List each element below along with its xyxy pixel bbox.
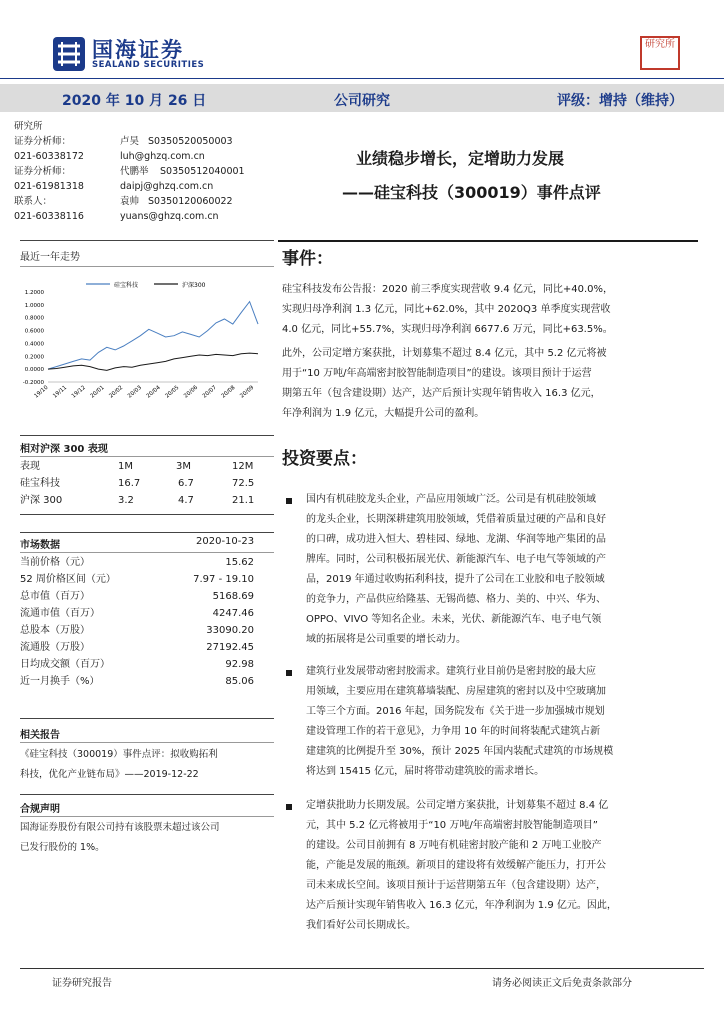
- related-report-link[interactable]: [20, 745, 218, 785]
- text-line: 的竞争力，产品供应给隆基、无锡尚德、格力、美的、中兴、华为、: [306, 594, 606, 605]
- perf-cell: 6.7: [178, 478, 194, 489]
- y-tick-label: 1.2000: [24, 290, 44, 296]
- divider: [20, 514, 274, 515]
- market-label: 近一月换手（%）: [20, 676, 100, 687]
- perf-cell: 16.7: [118, 478, 141, 489]
- divider: [20, 456, 274, 457]
- text-line: 能，产能是发展的瓶颈。新项目的建设将有效缓解产能压力，打开公: [306, 860, 606, 871]
- compliance-line: 已发行股份的 1%。: [20, 842, 105, 853]
- divider: [20, 816, 274, 817]
- company-name-cn: 国海证券: [92, 38, 184, 62]
- market-label: 52 周价格区间（元）: [20, 574, 116, 585]
- series-group: [48, 302, 258, 371]
- text-line: 4.0 亿元，同比+55.7%，实现归母净利润 6677.6 万元，同比+63.5%。: [282, 324, 613, 335]
- y-tick-label: 0.6000: [24, 328, 44, 335]
- perf-table: [20, 458, 254, 509]
- market-date: 2020-10-23: [196, 536, 255, 547]
- table-row: [20, 554, 254, 571]
- analyst-email[interactable]: yuans@ghzq.com.cn: [120, 211, 219, 222]
- table-row: [20, 492, 254, 509]
- y-tick-label: 0.8000: [24, 315, 44, 322]
- divider: [20, 266, 274, 267]
- y-tick-label: 1.0000: [24, 302, 44, 309]
- market-label: 总市值（百万）: [20, 591, 90, 602]
- report-subtitle: ——硅宝科技（300019）事件点评: [342, 183, 601, 202]
- market-label: 日均成交额（百万）: [20, 659, 110, 670]
- perf-header-1m: 1M: [118, 461, 133, 472]
- x-tick-label: 20/06: [183, 384, 200, 400]
- text-line: 此外，公司定增方案获批，计划募集不超过 8.4 亿元，其中 5.2 亿元将被: [282, 348, 607, 359]
- text-line: 我们看好公司长期成长。: [306, 920, 416, 931]
- company-logo: [52, 34, 205, 80]
- perf-row-name: 硅宝科技: [20, 478, 60, 489]
- legend-label-silicon: 硅宝科技: [114, 282, 139, 289]
- y-tick-label: 0.2000: [24, 354, 44, 361]
- compliance-text: [20, 818, 220, 858]
- text-line: 达产后预计实现年销售收入 16.3 亿元，年净利润为 1.9 亿元。因此，: [306, 900, 617, 911]
- text-line: 国内有机硅胶龙头企业，产品应用领域广泛。公司是有机硅胶领域: [306, 494, 596, 505]
- text-line: 司未来成长空间。该项目预计于运营期第五年（包含建设期）达产，: [306, 880, 606, 891]
- invest-point-1: [306, 490, 606, 650]
- text-line: 建筑行业发展带动密封胶需求。建筑行业目前仍是密封胶的最大应: [306, 666, 596, 677]
- divider: [20, 742, 274, 743]
- text-line: 建设管理工作的若干意见》，力争用 10 年的时间将装配式建筑占新: [306, 726, 601, 737]
- market-value: 27192.45: [206, 642, 254, 653]
- related-line: 科技，优化产业链布局》——2019-12-22: [20, 769, 199, 780]
- text-line: 域的拓展将是公司重要的增长动力。: [306, 634, 466, 645]
- compliance-line: 国海证券股份有限公司持有该股票未超过该公司: [20, 822, 220, 833]
- text-line: 将达到 15415 亿元，届时将带动建筑胶的需求增长。: [306, 766, 545, 777]
- analyst-row: [14, 209, 284, 224]
- table-row: [20, 656, 254, 673]
- perf-cell: 3.2: [118, 495, 134, 506]
- text-line: OPPO、VIVO 等知名企业。未来，光伏、新能源汽车、电子电气领: [306, 614, 602, 625]
- perf-header-3m: 3M: [176, 461, 191, 472]
- perf-cell: 21.1: [232, 495, 255, 506]
- analyst-phone: 021-61981318: [14, 181, 84, 192]
- market-value: 85.06: [225, 676, 254, 687]
- market-label: 流通股（万股）: [20, 642, 90, 653]
- related-line: 《硅宝科技（300019）事件点评：拟收购拓利: [20, 749, 218, 760]
- bullet-icon: [286, 498, 292, 504]
- logo-mark-icon: [52, 36, 86, 72]
- x-axis: [33, 384, 255, 399]
- analyst-phone: 021-60338116: [14, 211, 84, 222]
- series-line-0: [48, 302, 258, 370]
- x-tick-label: 19/11: [52, 384, 69, 400]
- analyst-code: S0350512040001: [160, 166, 245, 177]
- analyst-phone: 021-60338172: [14, 151, 84, 162]
- bullet-icon: [286, 670, 292, 676]
- y-axis: [23, 290, 258, 386]
- analyst-role: 证券分析师：: [14, 166, 72, 177]
- y-tick-label: 0.0000: [24, 367, 44, 374]
- x-tick-label: 19/12: [70, 384, 87, 400]
- trend-chart: [14, 270, 266, 420]
- divider: [20, 552, 274, 553]
- divider: [20, 794, 274, 795]
- market-title: 市场数据: [20, 540, 60, 551]
- perf-title: 相对沪深 300 表现: [20, 444, 108, 455]
- analyst-row: [14, 134, 284, 149]
- rating: 评级：增持（维持）: [557, 93, 683, 109]
- event-heading: 事件：: [282, 249, 333, 269]
- table-row: [20, 622, 254, 639]
- analyst-list: [14, 134, 284, 224]
- event-para-2: [282, 344, 607, 424]
- market-table: [20, 554, 254, 690]
- market-label: 流通市值（百万）: [20, 608, 100, 619]
- market-label: 当前价格（元）: [20, 557, 90, 568]
- table-row: [20, 673, 254, 690]
- dept-label: 研究所: [14, 121, 43, 132]
- text-line: 工等三个方面。2016 年起，国务院发布《关于进一步加强城市规划: [306, 706, 605, 717]
- divider: [278, 240, 698, 242]
- analyst-row: [14, 194, 284, 209]
- text-line: 元，其中 5.2 亿元将被用于“10 万吨/年高端密封胶智能制造项目”: [306, 820, 598, 831]
- text-line: 建建筑的比例提升至 30%，预计 2025 年国内装配式建筑的市场规模: [306, 746, 614, 757]
- market-value: 7.97 - 19.10: [193, 574, 254, 585]
- event-para-1: [282, 280, 613, 340]
- header-rule: [0, 78, 724, 79]
- y-tick-label: -0.2000: [22, 380, 44, 386]
- perf-header-12m: 12M: [232, 461, 254, 472]
- market-value: 15.62: [225, 557, 254, 568]
- text-line: 牌库。同时，公司积极拓展光伏、新能源汽车、电子电气等领域的产: [306, 554, 606, 565]
- market-value: 4247.46: [212, 608, 254, 619]
- text-line: 实现归母净利润 1.3 亿元，同比+62.0%，其中 2020Q3 单季度实现营收: [282, 304, 611, 315]
- text-line: 年净利润为 1.9 亿元，大幅提升公司的盈利。: [282, 408, 485, 419]
- text-line: 定增获批助力长期发展。公司定增方案获批，计划募集不超过 8.4 亿: [306, 800, 609, 811]
- footer-left: 证券研究报告: [52, 978, 112, 989]
- invest-point-2: [306, 662, 613, 782]
- table-row: [20, 588, 254, 605]
- text-line: 的龙头企业，长期深耕建筑用胶领域，凭借着质量过硬的产品和良好: [306, 514, 606, 525]
- x-tick-label: 20/08: [220, 384, 237, 400]
- perf-row-name: 沪深 300: [20, 495, 63, 506]
- analyst-row: [14, 179, 284, 194]
- table-row: [20, 639, 254, 656]
- x-tick-label: 19/10: [33, 384, 50, 400]
- company-name-en: SEALAND SECURITIES: [92, 60, 205, 70]
- text-line: 的口碑，成功进入恒大、碧桂园、绿地、龙湖、华润等地产集团的品: [306, 534, 606, 545]
- chart-section-label: 最近一年走势: [20, 252, 80, 263]
- bullet-icon: [286, 804, 292, 810]
- analyst-email[interactable]: luh@ghzq.com.cn: [120, 151, 205, 162]
- x-tick-label: 20/01: [89, 384, 106, 400]
- x-tick-label: 20/03: [126, 384, 143, 400]
- x-tick-label: 20/04: [145, 384, 162, 400]
- divider: [20, 435, 274, 436]
- text-line: 用领域，主要应用在建筑幕墙装配、房屋建筑的密封以及中空玻璃加: [306, 686, 606, 697]
- analyst-name: 代鹏举: [120, 166, 149, 177]
- x-tick-label: 20/02: [108, 384, 125, 400]
- market-value: 92.98: [225, 659, 254, 670]
- table-row: [20, 605, 254, 622]
- text-line: 用于“10 万吨/年高端密封胶智能制造项目”的建设。该项目预计于运营: [282, 368, 592, 379]
- text-line: 的建设。公司目前拥有 8 万吨有机硅密封胶产能和 2 万吨工业胶产: [306, 840, 602, 851]
- market-label: 总股本（万股）: [20, 625, 90, 636]
- text-line: 品，2019 年通过收购拓利科技，提升了公司在工业胶和电子胶领域: [306, 574, 605, 585]
- analyst-name: 卢昊: [120, 136, 140, 147]
- x-tick-label: 20/07: [201, 384, 218, 400]
- analyst-code: S0350120060022: [148, 196, 233, 207]
- perf-cell: 72.5: [232, 478, 255, 489]
- footer-rule: [20, 968, 704, 969]
- invest-heading: 投资要点：: [282, 449, 367, 469]
- divider: [20, 532, 274, 533]
- table-row: [20, 475, 254, 492]
- perf-cell: 4.7: [178, 495, 194, 506]
- report-title: 业绩稳步增长，定增助力发展: [356, 149, 565, 168]
- research-stamp: 研究所: [640, 36, 680, 70]
- invest-point-3: [306, 796, 617, 936]
- divider: [20, 240, 274, 241]
- related-title: 相关报告: [20, 730, 60, 741]
- text-line: 期第五年（包含建设期）达产，达产后预计实现年销售收入 16.3 亿元，: [282, 388, 601, 399]
- analyst-name: 袁帅: [120, 196, 140, 207]
- y-tick-label: 0.4000: [24, 341, 44, 348]
- perf-header-label: 表现: [20, 461, 40, 472]
- text-line: 硅宝科技发布公告报：2020 前三季度实现营收 9.4 亿元，同比+40.0%，: [282, 284, 614, 295]
- analyst-role: 证券分析师：: [14, 136, 72, 147]
- series-line-1: [48, 353, 258, 370]
- legend-label-hs300: 沪深300: [182, 282, 206, 289]
- market-value: 33090.20: [206, 625, 254, 636]
- table-header-row: [20, 458, 254, 475]
- analyst-role: 联系人：: [14, 196, 53, 207]
- report-type: 公司研究: [334, 93, 390, 109]
- chart-legend: [86, 281, 206, 289]
- x-tick-label: 20/09: [239, 384, 256, 400]
- analyst-email[interactable]: daipj@ghzq.com.cn: [120, 181, 214, 192]
- analyst-code: S0350520050003: [148, 136, 233, 147]
- footer-right: 请务必阅读正文后免责条款部分: [492, 978, 632, 989]
- x-tick-label: 20/05: [164, 384, 181, 400]
- market-value: 5168.69: [212, 591, 254, 602]
- compliance-title: 合规声明: [20, 804, 60, 815]
- analyst-row: [14, 164, 284, 179]
- report-date: 2020 年 10 月 26 日: [62, 93, 207, 109]
- analyst-row: [14, 149, 284, 164]
- divider: [20, 718, 274, 719]
- table-row: [20, 571, 254, 588]
